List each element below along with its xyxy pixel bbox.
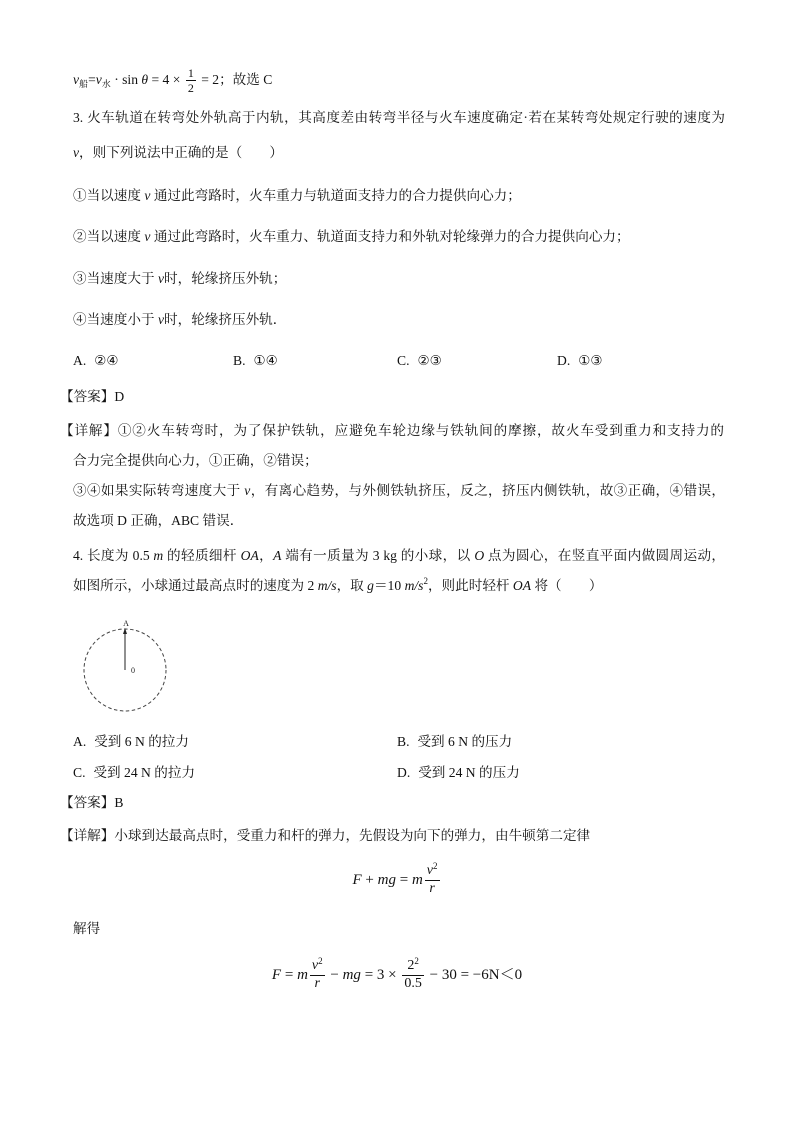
explanation-text: 小球到达最高点时，受重力和杆的弹力，先假设为向下的弹力，由牛顿第二定律 [114, 828, 591, 843]
q3-statement-2 [73, 227, 630, 247]
var-g: g [367, 578, 374, 593]
q4-stem-line2 [73, 576, 602, 596]
base-number: 2 [407, 958, 415, 974]
q3-explanation-line4: 故选项 D 正确，ABC 错误． [73, 513, 244, 528]
explanation-text: ③④如果实际转弯速度大于 [73, 483, 245, 498]
statement-text: 时，轮缘挤压外轨． [164, 312, 287, 327]
var-mg: mg [342, 967, 361, 983]
circular-motion-figure [80, 618, 174, 718]
equals-sign: = [88, 72, 96, 87]
point-a: A [273, 548, 282, 563]
explanation-text: ①②火车转弯时，为了保护铁轨，应避免车轮边缘与铁轨间的摩擦，故火车受到重力和支持力的 [117, 423, 725, 438]
stem-text: ＝10 [373, 578, 405, 593]
answer-label: 【答案】 [60, 795, 115, 810]
stem-text: 如图所示，小球通过最高点时的速度为 2 [73, 578, 318, 593]
subscript-boat: 船 [79, 79, 89, 89]
q3-option-b [233, 351, 278, 371]
q3-explanation-line2: 合力完全提供向心力，①正确，②错误； [73, 453, 318, 468]
q2-solution-line [73, 66, 272, 94]
q3-option-c [397, 351, 442, 371]
option-text: 受到 24 N 的压力 [418, 765, 520, 780]
statement-text: ②当以速度 [73, 229, 145, 244]
stem-text: ， [258, 548, 274, 563]
var-v: v [244, 483, 251, 498]
fraction-one-half [186, 67, 196, 95]
answer-value: B [114, 795, 124, 810]
option-letter: D. [397, 765, 411, 780]
fraction-denominator: r [425, 880, 440, 897]
stem-text: 的轻质细杆 [163, 548, 241, 563]
q4-answer [60, 793, 123, 813]
option-letter: B. [397, 734, 410, 749]
q3-option-d [557, 351, 603, 371]
q3-stem-line1: 3. 火车轨道在转弯处外轨高于内轨，其高度差由转弯半径与火车速度确定·若在某转弯处规定行驶的速度为 [73, 110, 725, 125]
q4-option-b [397, 732, 512, 752]
option-letter: C. [397, 353, 410, 368]
option-text: ①③ [578, 353, 603, 368]
result-text: = 2；故选 C [197, 72, 273, 87]
stem-text: ，则此时轻杆 [427, 578, 513, 593]
equation-newton-second-law [0, 860, 794, 900]
var-v: v [157, 271, 165, 286]
expression-text: = 4 × [148, 72, 184, 87]
fraction-v2-over-r [425, 861, 440, 897]
var-v: v [73, 145, 80, 160]
option-letter: A. [73, 734, 87, 749]
fraction-denominator: 2 [187, 81, 194, 96]
q4-option-c [73, 763, 195, 783]
fraction-numerator [402, 956, 424, 975]
stem-text: ，则下列说法中正确的是（ ） [79, 145, 283, 160]
stem-text: 端有一质量为 3 kg 的小球，以 [281, 548, 475, 563]
option-letter: C. [73, 765, 86, 780]
var-mg: mg [377, 872, 396, 888]
fraction-denominator: 0.5 [404, 976, 422, 992]
equals-sign: = [281, 967, 298, 983]
var-m: m [411, 872, 423, 888]
var-v: v [95, 72, 102, 87]
exponent: 2 [433, 861, 438, 872]
unit-m: m [153, 548, 164, 563]
unit-acceleration: m/s [404, 578, 424, 593]
statement-text: ③当速度大于 [73, 271, 158, 286]
option-text: ①④ [253, 353, 278, 368]
expression-text: = 3 × [360, 967, 401, 983]
stem-text: 点为圆心，在竖直平面内做圆周运动， [484, 548, 726, 563]
q3-statement-1 [73, 186, 521, 206]
q3-statement-4 [73, 310, 286, 330]
option-text: ②④ [94, 353, 119, 368]
minus-sign: − [326, 967, 343, 983]
var-v: v [73, 72, 80, 87]
option-letter: D. [557, 353, 571, 368]
q4-explanation-line [60, 826, 590, 846]
subscript-water: 水 [101, 79, 111, 89]
sin-operator: · sin [110, 72, 142, 87]
fraction-denominator: r [310, 975, 325, 992]
q4-stem-line1 [73, 546, 725, 566]
result-text: − 30 = −6N＜0 [425, 967, 523, 983]
label-a: A [123, 619, 129, 628]
rod-name: OA [512, 578, 532, 593]
stem-text: ，取 [336, 578, 368, 593]
var-f: F [352, 872, 362, 888]
exponent: 2 [414, 956, 419, 967]
equation-solution [0, 955, 794, 995]
var-v: v [144, 229, 151, 244]
exponent: 2 [423, 576, 428, 586]
equals-sign: = [395, 872, 412, 888]
q3-statement-3 [73, 269, 286, 289]
q3-explanation-line3 [73, 481, 725, 501]
fraction-numeric [402, 956, 424, 992]
option-text: 受到 6 N 的压力 [417, 734, 513, 749]
var-v: v [157, 312, 165, 327]
option-letter: A. [73, 353, 87, 368]
q3-option-a [73, 351, 119, 371]
fraction-numerator [310, 956, 325, 975]
option-letter: B. [233, 353, 246, 368]
statement-text: 时，轮缘挤压外轨； [164, 271, 287, 286]
solve-label: 解得 [73, 921, 101, 936]
option-text: 受到 24 N 的拉力 [93, 765, 196, 780]
statement-text: ①当以速度 [73, 188, 145, 203]
fraction-numerator [425, 861, 440, 880]
explanation-text: ，有离心趋势，与外侧铁轨挤压，反之，挤压内侧铁轨，故③正确，④错误， [250, 483, 725, 498]
statement-text: 通过此弯路时，火车重力、轨道面支持力和外轨对轮缘弹力的合力提供向心力； [150, 229, 630, 244]
q3-stem-line2 [73, 143, 283, 163]
label-center: 0 [131, 666, 135, 675]
var-theta: θ [141, 72, 149, 87]
var-v: v [144, 188, 151, 203]
q4-option-d [397, 763, 520, 783]
statement-text: ④当速度小于 [73, 312, 158, 327]
unit-speed: m/s [317, 578, 337, 593]
explanation-label: 【详解】 [60, 828, 115, 843]
option-text: ②③ [417, 353, 442, 368]
stem-text: 4. 长度为 0.5 [73, 548, 154, 563]
fraction-numerator: 1 [187, 65, 194, 80]
q3-answer [60, 387, 124, 407]
answer-value: D [114, 389, 125, 404]
plus-sign: + [361, 872, 378, 888]
answer-label: 【答案】 [60, 389, 115, 404]
var-v: v [426, 863, 433, 879]
statement-text: 通过此弯路时，火车重力与轨道面支持力的合力提供向心力； [150, 188, 521, 203]
var-v: v [311, 958, 319, 974]
var-f: F [271, 967, 282, 983]
exponent: 2 [318, 956, 323, 967]
fraction-v2-over-r [310, 956, 325, 992]
q3-explanation-line1 [60, 421, 724, 441]
option-text: 受到 6 N 的拉力 [94, 734, 189, 749]
point-o: O [474, 548, 485, 563]
q4-option-a [73, 732, 189, 752]
explanation-label: 【详解】 [60, 423, 118, 438]
rod-name: OA [240, 548, 259, 563]
stem-text: 将（ ） [531, 578, 603, 593]
var-m: m [297, 967, 308, 983]
